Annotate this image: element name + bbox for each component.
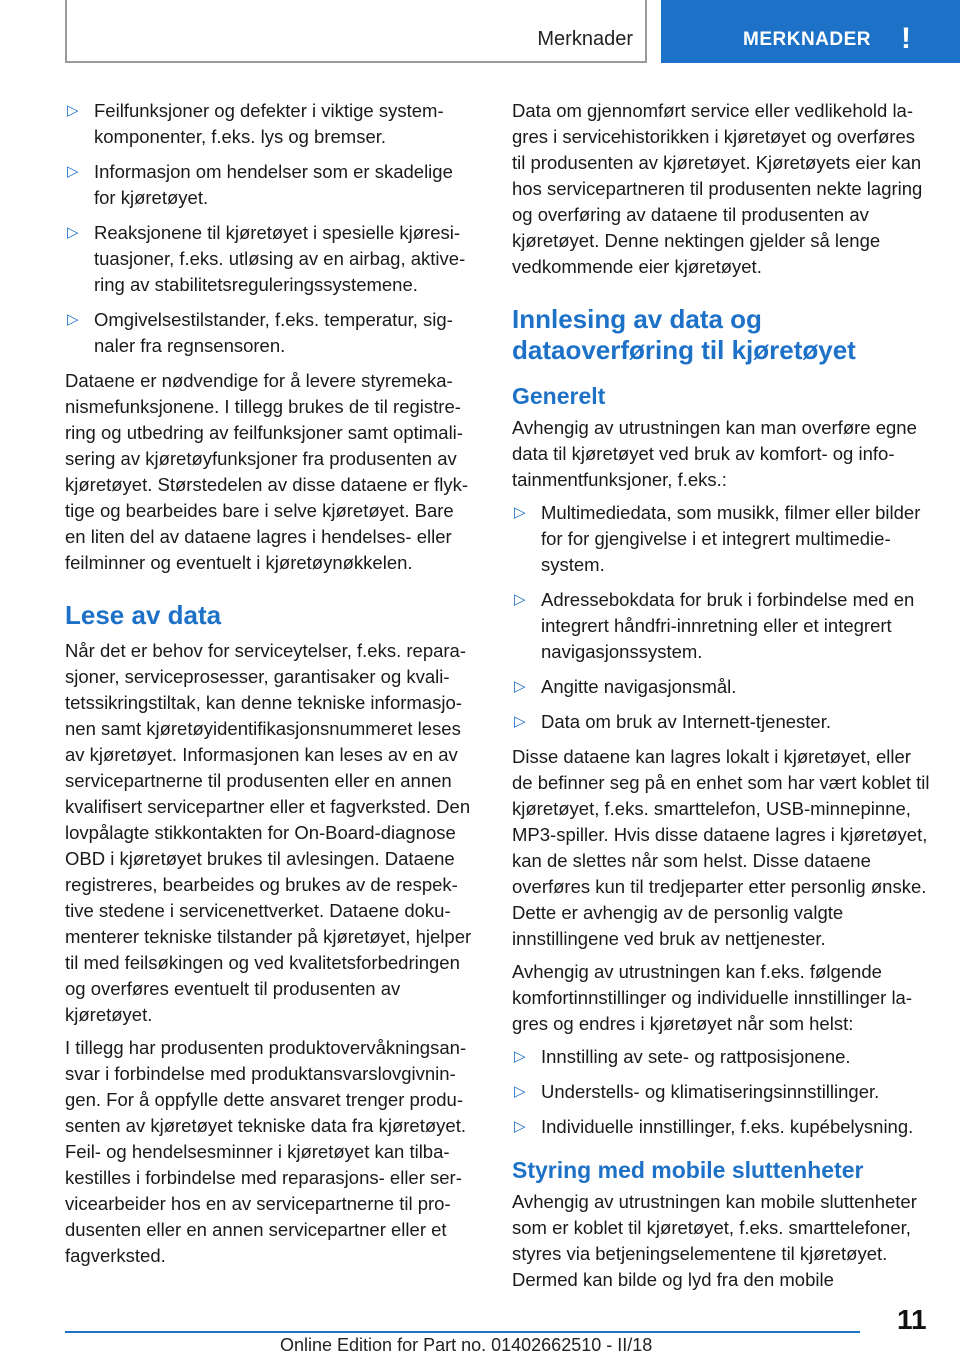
footer-edition-text: Online Edition for Part no. 01402662510 - II/18: [280, 1335, 653, 1355]
list-item: ▷ Data om bruk av Internett-tjenester.: [512, 709, 930, 735]
paragraph: Avhengig av utrustningen kan man overføre egne data til kjøretøyet ved bruk av komfort- og infotainmentfunksjoner, f.eks.:: [512, 417, 917, 490]
list-item: ▷ Reaksjonene til kjøretøyet i spesielle kjøresituasjoner, f.eks. utløsing av en airbag, aktivering av stabilitetsreguleringssystemene.: [67, 222, 466, 295]
triangle-bullet-icon: ▷: [514, 1083, 526, 1100]
paragraph: Avhengig av utrustningen kan mobile sluttenheter som er koblet til kjøretøyet, f.eks. smarttelefoner, styres via betjeningselementene til kjøretøyet. Dermed kan bilde og lyd fra den mobile: [512, 1191, 917, 1290]
paragraph: Avhengig av utrustningen kan f.eks. følgende komfortinnstillinger og individuelle innstillinger lagres og endres i kjøretøyet når som helst:: [512, 961, 913, 1034]
section-heading-innlesing: Innlesing av data og dataoverføring til kjøretøyet: [512, 304, 856, 365]
triangle-bullet-icon: ▷: [67, 163, 79, 180]
header-bar: [65, 0, 647, 63]
paragraph: Disse dataene kan lagres lokalt i kjøretøyet, eller de befinner seg på en enhet som har vært koblet til kjøretøyet, f.eks. smarttelefon, USB-minnepinne, MP3-spiller. Hvis disse dataene lagres i kjøretøyet, kan de slettes når som helst. Disse dataene overføres kun til tredjeparter etter personlig ønske. Dette er avhengig av de personlig valgte innstillingene ved bruk av nettjenester.: [512, 746, 930, 949]
footer-divider: [65, 1331, 860, 1333]
list-item: ▷ Omgivelsestilstander, f.eks. temperatur, signaler fra regnsensoren.: [67, 309, 453, 356]
list-item: ▷ Individuelle innstillinger, f.eks. kupébelysning.: [512, 1114, 930, 1140]
triangle-bullet-icon: ▷: [514, 713, 526, 730]
right-column: [512, 98, 930, 1300]
list-item: ▷ Angitte navigasjonsmål.: [512, 674, 930, 700]
triangle-bullet-icon: ▷: [514, 504, 526, 521]
list-item: ▷ Multimediedata, som musikk, filmer eller bilder for for gjengivelse i et integrert multimediesystem.: [514, 502, 921, 575]
triangle-bullet-icon: ▷: [514, 591, 526, 608]
section-title: Merknader: [537, 28, 633, 50]
settings-bullet-list: [512, 1044, 930, 1140]
list-item: ▷ Feilfunksjoner og defekter i viktige systemkomponenter, f.eks. lys og bremser.: [67, 100, 444, 147]
chapter-tab-label: MERKNADER: [743, 29, 871, 50]
data-types-bullet-list: [512, 500, 930, 735]
triangle-bullet-icon: ▷: [514, 1048, 526, 1065]
paragraph: Data om gjennomført service eller vedlikehold lagres i servicehistorikken i kjøretøyet og overføres til produsenten av kjøretøyet. Kjøretøyets eier kan hos servicepartneren til produsenten nekte lagring og overføring av dataene til produsenten av kjøretøyet. Denne nektingen gjelder så lenge vedkommende eier kjøretøyet.: [512, 100, 923, 277]
paragraph: Når det er behov for serviceytelser, f.eks. reparasjoner, serviceprosesser, garantisaker og kvalitetssikringstiltak, kan denne tekniske informasjonen samt kjøretøyidentifikasjonsnummeret leses av kjøretøyet. Informasjonen kan leses av en av servicepartnerne til produsenten eller en annen kvalifisert servicepartner eller et fagverksted. Den lovpålagte stikkontakten for On-Board-diagnose OBD i kjøretøyet brukes til avlesingen. Dataene registreres, bearbeides og brukes av de respektive stedene i servicenettverket. Dataene dokumenterer tekniske tilstander på kjøretøyet, hjelper til med feilsøkingen og ved kvalitetsforbedringen og overføres eventuelt til produsenten av kjøretøyet.: [65, 640, 472, 1025]
triangle-bullet-icon: ▷: [514, 678, 526, 695]
list-item: ▷ Adressebokdata for bruk i forbindelse med en integrert håndfri-innretning eller et integrert navigasjonssystem.: [514, 589, 915, 662]
exclamation-icon: !: [901, 22, 911, 55]
triangle-bullet-icon: ▷: [67, 311, 79, 328]
list-item: ▷ Innstilling av sete- og rattposisjonene.: [512, 1044, 930, 1070]
chapter-tab: [661, 0, 960, 63]
left-column: [65, 98, 478, 1276]
paragraph: I tillegg har produsenten produktovervåkningsansvar i forbindelse med produktansvarslovgivningen. For å oppfylle dette ansvaret trenger produsenten av kjøretøyet tekniske data fra kjøretøyet. Feil- og hendelsesminner i kjøretøyet kan tilbakestilles i forbindelse med reparasjons- eller servicearbeider hos en av servicepartnerne til produsenten eller en annen servicepartner eller et fagverksted.: [65, 1037, 467, 1266]
triangle-bullet-icon: ▷: [67, 102, 79, 119]
subheading-generelt: Generelt: [512, 383, 606, 409]
list-item: ▷ Informasjon om hendelser som er skadelige for kjøretøyet.: [67, 161, 453, 208]
paragraph: Dataene er nødvendige for å levere styremekanismefunksjonene. I tillegg brukes de til registrering og utbedring av feilfunksjoner samt optimalisering av kjøretøyfunksjoner fra produsenten av kjøretøyet. Størstedelen av disse dataene er flyktige og bearbeides bare i selve kjøretøyet. Bare en liten del av dataene lagres i hendelses- eller feilminner og eventuelt i kjøretøynøkkelen.: [65, 370, 469, 573]
triangle-bullet-icon: ▷: [67, 224, 79, 241]
triangle-bullet-icon: ▷: [514, 1118, 526, 1135]
subheading-styring: Styring med mobile sluttenheter: [512, 1157, 864, 1183]
page-number: 11: [897, 1304, 927, 1335]
section-heading-lese-av-data: Lese av data: [65, 600, 222, 630]
intro-bullet-list: [65, 98, 478, 359]
list-item: ▷ Understells- og klimatiseringsinnstillinger.: [512, 1079, 930, 1105]
